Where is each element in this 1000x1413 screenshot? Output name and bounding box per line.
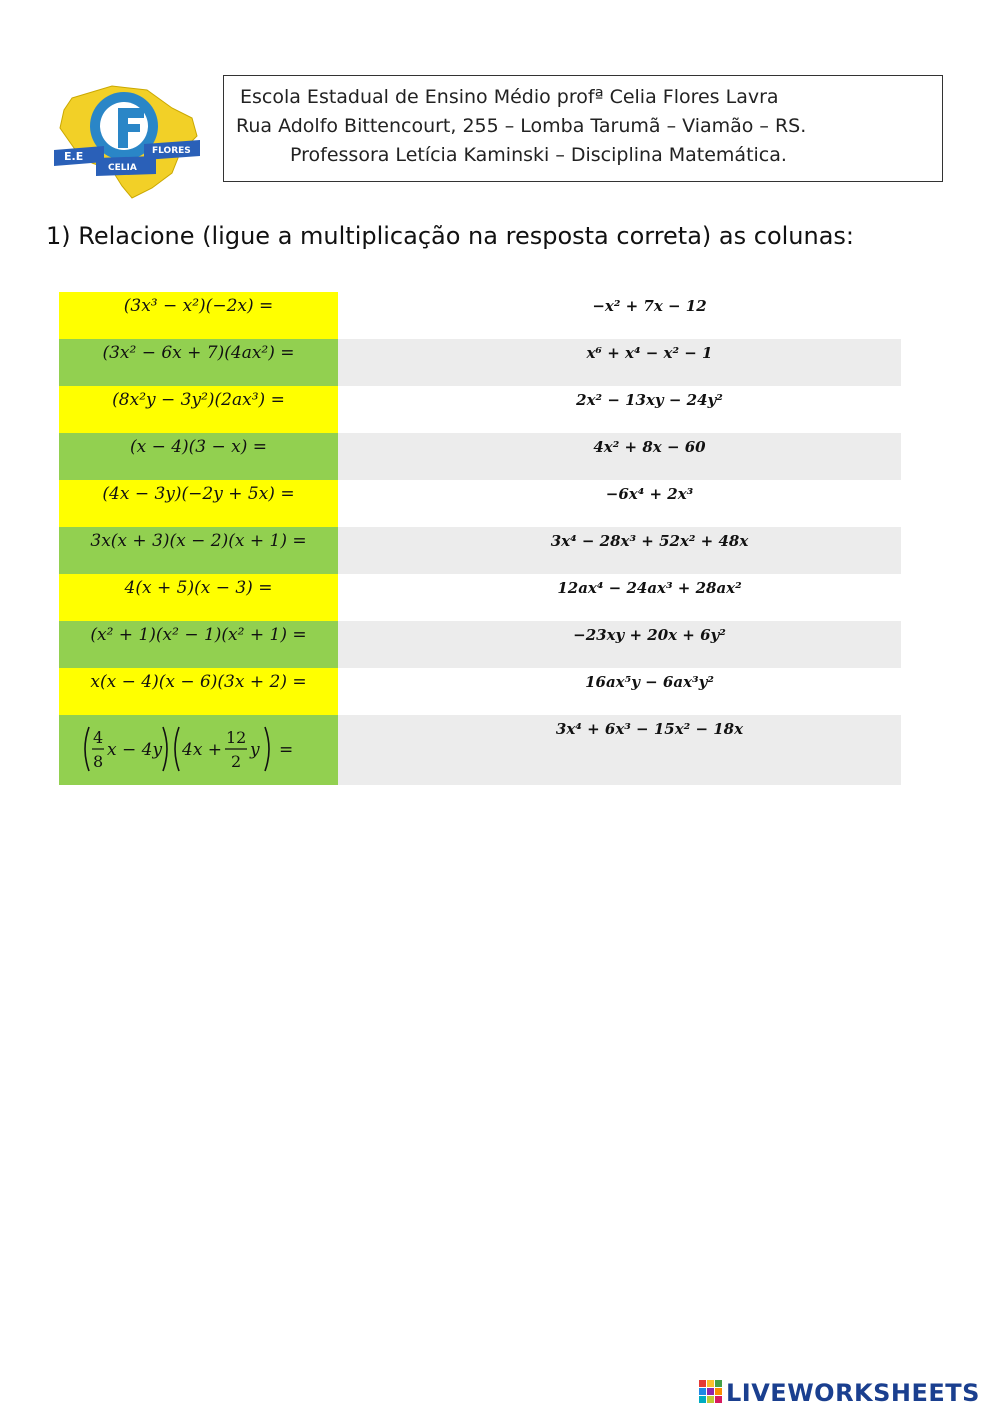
teacher-line: Professora Letícia Kaminski – Disciplina Matemática. (290, 144, 787, 166)
table-row (59, 292, 901, 339)
expression-text[interactable]: 4(x + 5)(x − 3) = (124, 578, 273, 598)
expression-lead-2: 4x + (182, 740, 223, 760)
matching-table (59, 292, 901, 785)
table-row (59, 527, 901, 574)
logo-badge-left: E.E (64, 150, 84, 163)
liveworksheets-icon (699, 1380, 723, 1404)
answer-text[interactable]: −23xy + 20x + 6y² (573, 626, 726, 644)
expression-text[interactable]: x(x − 4)(x − 6)(3x + 2) = (90, 672, 307, 692)
answer-text[interactable]: x⁶ + x⁴ − x² − 1 (586, 344, 713, 362)
liveworksheets-brand[interactable] (699, 1379, 980, 1409)
fraction-1-numerator: 4 (93, 728, 104, 747)
fraction-expression[interactable] (79, 721, 319, 777)
table-row (59, 621, 901, 668)
answer-text[interactable]: 16ax⁵y − 6ax³y² (585, 673, 714, 691)
table-row (59, 386, 901, 433)
expression-text[interactable]: (3x² − 6x + 7)(4ax²) = (102, 343, 295, 363)
expression-equals: = (279, 740, 294, 760)
fraction-2-numerator: 12 (226, 728, 247, 747)
table-row (59, 480, 901, 527)
expression-middle-2: y (250, 740, 260, 760)
table-row (59, 668, 901, 715)
expression-text[interactable]: (x² + 1)(x² − 1)(x² + 1) = (90, 625, 307, 645)
expression-middle-1: x − 4y (107, 740, 163, 760)
answer-text[interactable]: −6x⁴ + 2x³ (605, 485, 694, 503)
school-logo (52, 78, 204, 202)
table-row (59, 715, 901, 785)
table-row (59, 574, 901, 621)
school-address: Rua Adolfo Bittencourt, 255 – Lomba Tarumã – Viamão – RS. (236, 115, 807, 137)
expression-text[interactable]: (3x³ − x²)(−2x) = (123, 296, 274, 316)
logo-badge-center: CELIA (108, 163, 137, 173)
logo-badge-right: FLORES (152, 146, 191, 156)
answer-text[interactable]: 3x⁴ − 28x³ + 52x² + 48x (550, 532, 749, 550)
expression-text[interactable]: (8x²y − 3y²)(2ax³) = (112, 390, 285, 410)
fraction-1-denominator: 8 (93, 752, 104, 771)
fraction-2-denominator: 2 (231, 752, 242, 771)
brand-label: LIVEWORKSHEETS (726, 1379, 980, 1407)
expression-text[interactable]: 3x(x + 3)(x − 2)(x + 1) = (90, 531, 307, 551)
answer-text[interactable]: 4x² + 8x − 60 (593, 438, 706, 456)
school-name: Escola Estadual de Ensino Médio profª Celia Flores Lavra (240, 86, 779, 108)
table-row (59, 339, 901, 386)
answer-text[interactable]: 12ax⁴ − 24ax³ + 28ax² (557, 579, 742, 597)
answer-text[interactable]: 2x² − 13xy − 24y² (576, 391, 723, 409)
answer-text[interactable]: 3x⁴ + 6x³ − 15x² − 18x (555, 720, 744, 738)
answer-text[interactable]: −x² + 7x − 12 (592, 297, 707, 315)
table-row (59, 433, 901, 480)
expression-text[interactable]: (x − 4)(3 − x) = (129, 437, 268, 457)
school-header (223, 75, 943, 182)
expression-text[interactable]: (4x − 3y)(−2y + 5x) = (102, 484, 295, 504)
question-text: 1) Relacione (ligue a multiplicação na resposta correta) as colunas: (46, 222, 855, 250)
